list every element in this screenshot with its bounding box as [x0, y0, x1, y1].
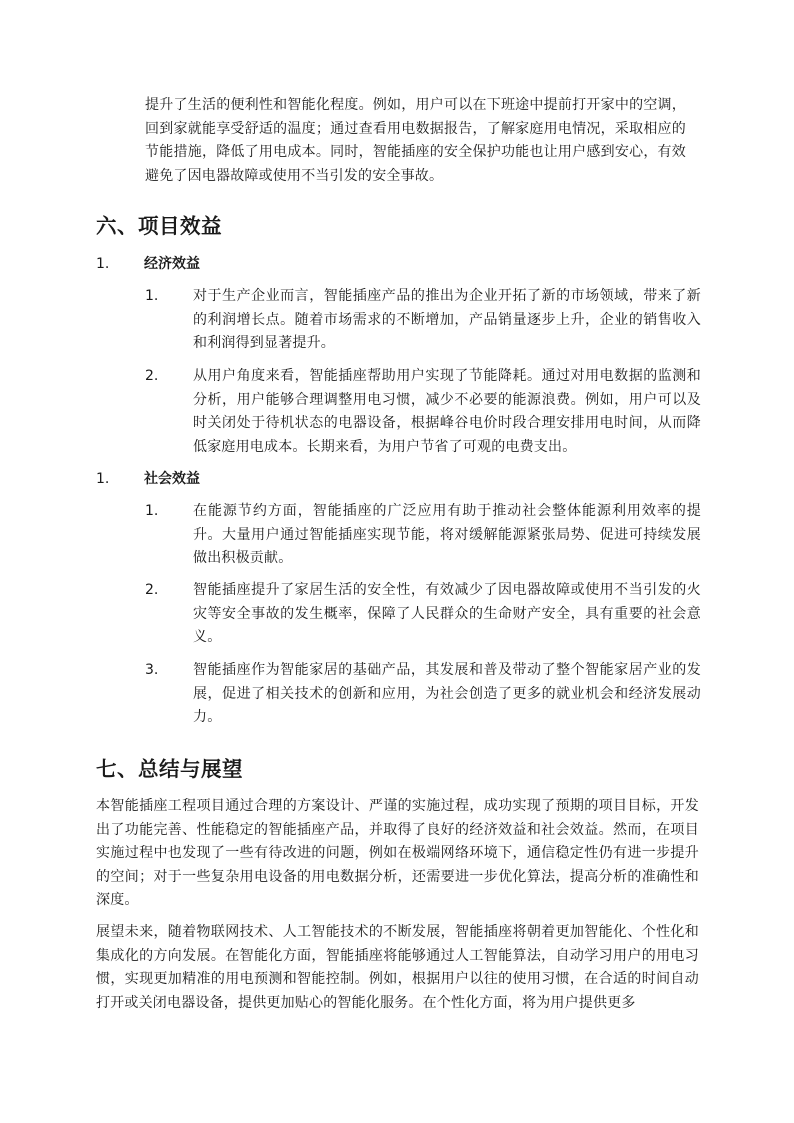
list-number: 2. [145, 582, 159, 598]
social-benefit-title: 社会效益 [144, 471, 200, 487]
list-number: 1. [96, 471, 110, 487]
economic-benefit-heading [96, 253, 396, 277]
list-item [145, 285, 701, 357]
summary-paragraph: 本智能插座工程项目通过合理的方案设计、严谨的实施过程，成功实现了预期的项目目标，开发出了功能完善、性能稳定的智能插座产品，并取得了良好的经济效益和社会效益。然而，在项目实施过程中也发现了一些有待改进的问题，例如在极端网络环境下，通信稳定性仍有进一步提升的空间；对于一些复杂用电设备的用电数据分析，还需要进一步优化算法，提高分析的准确性和深度。 [96, 798, 699, 908]
list-item [145, 500, 701, 572]
list-item [145, 659, 701, 731]
list-number: 3. [145, 662, 159, 678]
section7-heading: 七、总结与展望 [96, 757, 243, 781]
intro-paragraph: 提升了生活的便利性和智能化程度。例如，用户可以在下班途中提前打开家中的空调，回到家就能享受舒适的温度；通过查看用电数据报告，了解家庭用电情况，采取相应的节能措施，降低了用电成本。同时，智能插座的安全保护功能也让用户感到安心，有效避免了因电器故障或使用不当引发的安全事故。 [145, 97, 686, 184]
list-item-text: 智能插座作为智能家居的基础产品，其发展和普及带动了整个智能家居产业的发展，促进了相关技术的创新和应用，为社会创造了更多的就业机会和经济发展动力。 [193, 662, 701, 725]
list-number: 1. [145, 288, 159, 304]
list-number: 1. [145, 503, 159, 519]
list-item [145, 365, 701, 461]
list-number: 2. [145, 368, 159, 384]
social-benefit-heading [96, 468, 396, 492]
list-item-text: 从用户角度来看，智能插座帮助用户实现了节能降耗。通过对用电数据的监测和分析，用户能够合理调整用电习惯，减少不必要的能源浪费。例如，用户可以及时关闭处于待机状态的电器设备，根据峰谷电价时段合理安排用电时间，从而降低家庭用电成本。长期来看，为用户节省了可观的电费支出。 [193, 368, 701, 455]
outlook-paragraph: 展望未来，随着物联网技术、人工智能技术的不断发展，智能插座将朝着更加智能化、个性化和集成化的方向发展。在智能化方面，智能插座将能够通过人工智能算法，自动学习用户的用电习惯，实现更加精准的用电预测和智能控制。例如，根据用户以往的使用习惯，在合适的时间自动打开或关闭电器设备，提供更加贴心的智能化服务。在个性化方面，将为用户提供更多 [96, 924, 699, 1011]
list-item [145, 579, 701, 651]
list-item-text: 智能插座提升了家居生活的安全性，有效减少了因电器故障或使用不当引发的火灾等安全事故的发生概率，保障了人民群众的生命财产安全，具有重要的社会意义。 [193, 582, 701, 645]
economic-benefit-title: 经济效益 [144, 256, 200, 272]
list-item-text: 在能源节约方面，智能插座的广泛应用有助于推动社会整体能源利用效率的提升。大量用户通过智能插座实现节能，将对缓解能源紧张局势、促进可持续发展做出积极贡献。 [193, 503, 701, 566]
section6-heading: 六、项目效益 [96, 214, 222, 238]
list-item-text: 对于生产企业而言，智能插座产品的推出为企业开拓了新的市场领域，带来了新的利润增长点。随着市场需求的不断增加，产品销量逐步上升，企业的销售收入和利润得到显著提升。 [193, 288, 701, 351]
list-number: 1. [96, 256, 110, 272]
